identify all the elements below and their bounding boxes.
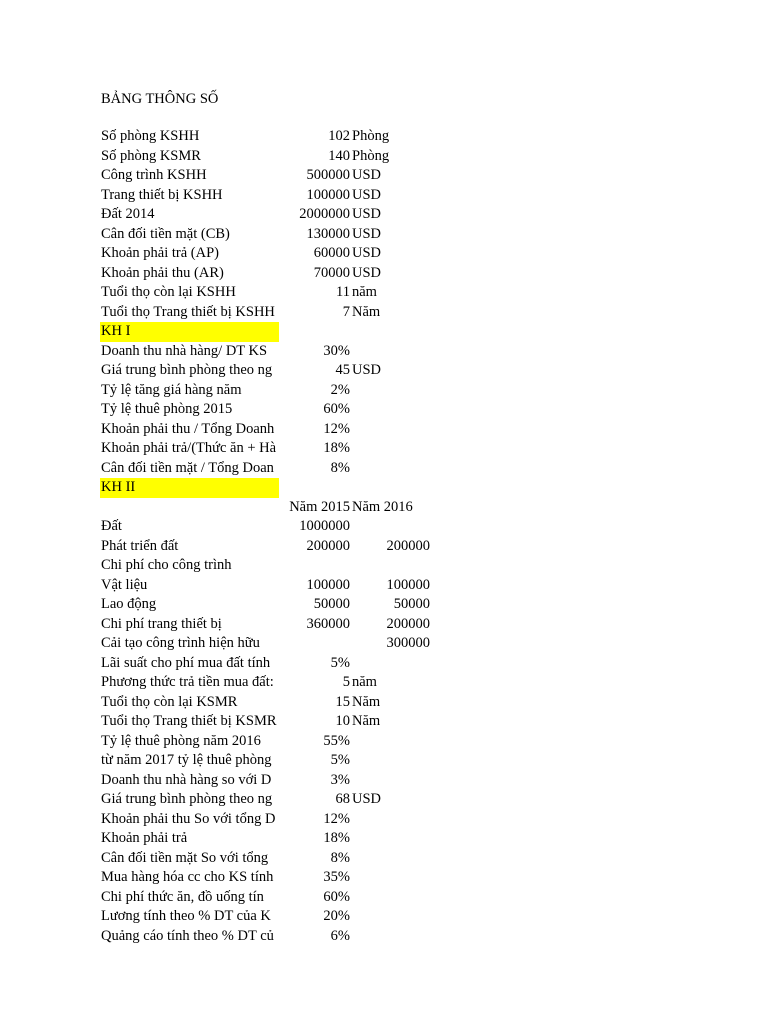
param-label: Công trình KSHH (101, 167, 207, 183)
param-label: Lãi suất cho phí mua đất tính (101, 654, 271, 671)
cost-row (0, 556, 768, 576)
param-row (0, 166, 768, 186)
param-row (0, 439, 768, 459)
param-unit: Năm (352, 693, 381, 710)
param-label: Tỷ lệ thuê phòng năm 2016 (101, 732, 261, 749)
param-value: 15 (335, 693, 350, 710)
param-row (0, 283, 768, 303)
param-unit (352, 907, 412, 927)
param-value: 6% (330, 927, 350, 944)
param-row (0, 751, 768, 771)
param-row (0, 907, 768, 927)
param-unit: USD (352, 245, 382, 261)
param-label: Cân đối tiền mặt / Tổng Doan (101, 459, 274, 476)
cost-label: Cải tạo công trình hiện hữu (101, 635, 260, 651)
param-row (0, 712, 768, 732)
param-label: Giá trung bình phòng theo ng (101, 791, 273, 807)
param-label: Khoản phải thu (AR) (101, 264, 224, 281)
cost-value-2016: 300000 (386, 635, 430, 651)
cost-row (0, 576, 768, 596)
cost-value-2016 (360, 556, 430, 576)
param-label: Khoản phải trả (101, 830, 188, 846)
param-row (0, 303, 768, 323)
param-value: 8% (330, 849, 350, 866)
param-row (0, 673, 768, 693)
param-value: 45 (335, 362, 350, 378)
param-value: 12% (323, 420, 350, 437)
param-row (0, 127, 768, 147)
param-value: 55% (323, 732, 350, 749)
param-value: 130000 (306, 225, 350, 242)
cost-value-2016: 100000 (386, 576, 430, 593)
param-unit (352, 810, 412, 830)
param-unit: USD (352, 362, 382, 378)
param-value: 5% (330, 752, 350, 768)
param-value: 11 (336, 284, 350, 300)
param-row (0, 381, 768, 401)
cost-row (0, 537, 768, 557)
param-unit (352, 868, 412, 888)
cost-value-2015: 360000 (306, 615, 350, 632)
param-row (0, 420, 768, 440)
param-label: Đất 2014 (101, 206, 155, 222)
param-value: 18% (323, 830, 350, 846)
param-row (0, 810, 768, 830)
cost-value-2016: 50000 (393, 596, 430, 612)
param-value: 60000 (313, 245, 350, 261)
param-label: Khoản phải trả/(Thức ăn + Hà (101, 440, 277, 456)
param-unit (352, 751, 412, 771)
cost-value-2015: 100000 (306, 576, 350, 593)
param-label: Cân đối tiền mặt So với tổng (101, 849, 269, 866)
param-label: Mua hàng hóa cc cho KS tính (101, 869, 274, 885)
kh1-label: KH I (100, 322, 279, 342)
param-label: từ năm 2017 tỷ lệ thuê phòng (101, 752, 272, 768)
param-value: 5% (330, 654, 350, 671)
param-value: 2000000 (299, 206, 350, 222)
param-value: 7 (342, 303, 350, 320)
param-label: Cân đối tiền mặt (CB) (101, 225, 230, 242)
year-header-row (0, 498, 768, 518)
cost-value-2015: 200000 (306, 537, 350, 554)
cost-value-2015: 1000000 (299, 518, 350, 534)
param-row (0, 868, 768, 888)
kh2-label: KH II (100, 478, 279, 498)
cost-label: Vật liệu (101, 576, 148, 593)
cost-label: Phát triển đất (101, 537, 179, 554)
param-label: Tuổi thọ còn lại KSHH (101, 284, 236, 300)
param-unit: Phòng (352, 128, 390, 144)
param-unit (352, 771, 412, 791)
param-label: Lương tính theo % DT của K (101, 908, 271, 924)
cost-row (0, 634, 768, 654)
param-unit: Năm (352, 713, 381, 729)
cost-value-2016 (360, 517, 430, 537)
cost-row (0, 615, 768, 635)
param-value: 20% (323, 908, 350, 924)
param-value: 35% (323, 869, 350, 885)
param-value: 70000 (313, 264, 350, 281)
cost-label: Chi phí cho công trình (101, 557, 232, 573)
param-unit: USD (352, 206, 382, 222)
param-label: Doanh thu nhà hàng/ DT KS (101, 342, 268, 359)
param-label: Tỷ lệ thuê phòng 2015 (101, 401, 233, 417)
param-label: Tuổi thọ Trang thiết bị KSMR (101, 713, 277, 729)
cost-value-2015: 50000 (313, 596, 350, 612)
param-label: Quảng cáo tính theo % DT củ (101, 927, 274, 944)
param-unit: USD (352, 167, 382, 183)
param-label: Khoản phải thu / Tổng Doanh (101, 420, 275, 437)
param-unit: Năm (352, 303, 381, 320)
cost-value-2015 (280, 634, 350, 654)
cost-value-2016: 200000 (386, 615, 430, 632)
param-row (0, 244, 768, 264)
param-label: Trang thiết bị KSHH (101, 186, 223, 203)
param-value: 60% (323, 888, 350, 905)
cost-label: Đất (101, 518, 122, 534)
param-value: 30% (323, 342, 350, 359)
param-row (0, 790, 768, 810)
param-label: Doanh thu nhà hàng so với D (101, 771, 272, 788)
section-header-kh2 (0, 478, 768, 498)
param-unit (352, 654, 412, 674)
param-row (0, 771, 768, 791)
param-row (0, 205, 768, 225)
param-value: 102 (328, 128, 350, 144)
param-unit (352, 927, 412, 947)
cost-row (0, 517, 768, 537)
param-unit (352, 849, 412, 869)
param-unit (352, 888, 412, 908)
param-value: 500000 (306, 167, 350, 183)
cost-label: Chi phí trang thiết bị (101, 615, 222, 632)
param-value: 5 (342, 674, 350, 690)
param-label: Tuổi thọ còn lại KSMR (101, 693, 238, 710)
param-unit (352, 829, 412, 849)
param-label: Tỷ lệ tăng giá hàng năm (101, 381, 242, 398)
param-unit (352, 381, 412, 401)
cost-value-2016: 200000 (386, 537, 430, 554)
cost-value-2015 (280, 556, 350, 576)
param-unit (352, 342, 412, 362)
param-value: 8% (330, 459, 350, 476)
param-row (0, 732, 768, 752)
param-row (0, 400, 768, 420)
param-unit: USD (352, 186, 382, 203)
param-unit: năm (352, 284, 377, 300)
cost-label: Lao động (101, 596, 157, 612)
param-unit: USD (352, 791, 382, 807)
year-2016-header: Năm 2016 (352, 498, 413, 515)
param-row (0, 264, 768, 284)
param-unit: Phòng (352, 147, 390, 164)
param-unit: năm (352, 674, 377, 690)
param-value: 140 (328, 147, 350, 164)
param-value: 2% (330, 381, 350, 398)
document-title: BẢNG THÔNG SỐ (101, 91, 219, 107)
section-header-kh1 (0, 322, 768, 342)
param-row (0, 888, 768, 908)
param-label: Phương thức trả tiền mua đất: (101, 674, 274, 690)
param-row (0, 927, 768, 947)
param-label: Khoản phải thu So với tổng D (101, 810, 276, 827)
param-row (0, 693, 768, 713)
param-unit (352, 459, 412, 479)
param-label: Giá trung bình phòng theo ng (101, 362, 273, 378)
param-label: Khoản phải trả (AP) (101, 245, 219, 261)
param-unit (352, 400, 412, 420)
param-label: Số phòng KSHH (101, 128, 200, 144)
param-row (0, 654, 768, 674)
param-row (0, 342, 768, 362)
param-row (0, 147, 768, 167)
param-row (0, 186, 768, 206)
param-row (0, 225, 768, 245)
param-unit: USD (352, 264, 382, 281)
param-row (0, 849, 768, 869)
year-2015-header: Năm 2015 (289, 498, 350, 515)
param-unit (352, 420, 412, 440)
param-value: 12% (323, 810, 350, 827)
param-value: 100000 (306, 186, 350, 203)
param-unit (352, 732, 412, 752)
param-value: 10 (335, 713, 350, 729)
param-row (0, 459, 768, 479)
param-unit (352, 439, 412, 459)
param-value: 60% (323, 401, 350, 417)
param-value: 18% (323, 440, 350, 456)
param-label: Số phòng KSMR (101, 147, 201, 164)
param-row (0, 829, 768, 849)
param-label: Chi phí thức ăn, đồ uống tín (101, 888, 264, 905)
param-row (0, 361, 768, 381)
param-value: 3% (330, 771, 350, 788)
param-value: 68 (335, 791, 350, 807)
cost-row (0, 595, 768, 615)
param-label: Tuổi thọ Trang thiết bị KSHH (101, 303, 275, 320)
param-unit: USD (352, 225, 382, 242)
